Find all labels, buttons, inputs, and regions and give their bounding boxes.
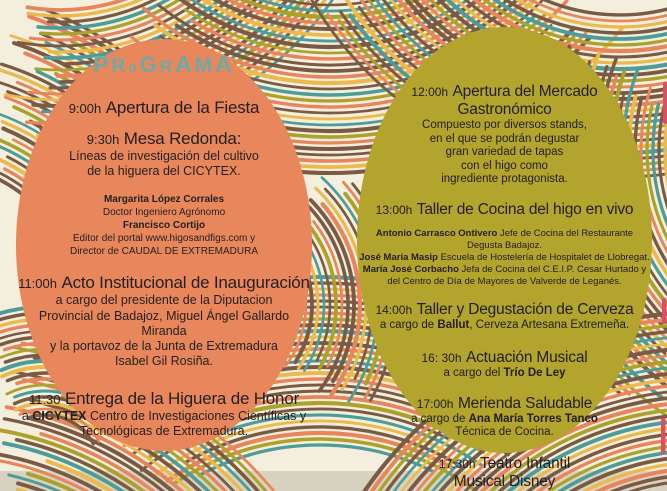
event-heading [357, 201, 652, 219]
event-time: 9:30h [87, 132, 120, 147]
speaker-line [357, 264, 652, 276]
event-time: 14:00h [375, 303, 412, 317]
speaker-line [357, 252, 652, 264]
speaker-name: Francisco Cortijo [16, 219, 312, 232]
speaker-role: Jefe de Cocina del Restaurante Degusta Badajoz. [467, 228, 633, 251]
speaker-role: Doctor Ingeniero Agrónomo [16, 206, 312, 219]
speaker-line: del Centro de Día de Mayores de Valverde de Leganés. [357, 276, 652, 288]
event-opening [16, 98, 312, 118]
background-red-stripe [663, 82, 667, 124]
highlighted-name: Ballut [437, 319, 469, 331]
title-letter: G [140, 53, 160, 77]
background-red-stripe [662, 298, 667, 324]
round-table-speakers [16, 193, 312, 259]
event-beer-tasting [357, 301, 652, 333]
event-detail [357, 367, 652, 381]
speaker-role: Director de CAUDAL DE EXTREMADURA [16, 245, 312, 258]
event-title: Teatro Infantil [480, 455, 570, 472]
event-title: Acto Institucional de Inauguración [61, 273, 309, 292]
event-title: Apertura de la Fiesta [106, 98, 260, 117]
event-heading [16, 129, 312, 149]
event-heading [16, 273, 312, 293]
speaker-name: María José Corbacho [363, 264, 459, 275]
speaker-role: Jefa de Cocina del C.E.I.P. Cesar Hurtado y [459, 264, 646, 275]
event-cooking-workshop [357, 201, 652, 219]
title-letter: A [175, 52, 195, 76]
speaker-name: Margarita López Corrales [16, 193, 312, 206]
detail-text: , Cerveza Artesana Extremeña. [469, 319, 629, 331]
title-letter: M [195, 54, 216, 78]
event-detail [357, 319, 652, 333]
event-children-theatre [357, 455, 652, 491]
event-time: 16: 30h [421, 351, 461, 365]
event-title: Mesa Redonda: [124, 129, 241, 148]
speaker-role: Editor del portal www.higosandfigs.com y [16, 232, 312, 245]
event-institutional-act [16, 273, 312, 369]
cooking-chefs [357, 228, 652, 289]
event-title: Apertura del Mercado [453, 83, 598, 100]
detail-text: a cargo de [380, 319, 438, 331]
event-heading [357, 455, 652, 473]
event-title: Gastronómico [357, 101, 652, 119]
event-heading [357, 83, 652, 101]
event-healthy-snack [357, 395, 652, 440]
speaker-line [357, 228, 652, 252]
event-market [357, 83, 652, 187]
event-detail: en el que se podrán degustar [357, 133, 652, 147]
speaker-role: Escuela de Hostelería de Hospitalet de Llobregat. [438, 252, 650, 263]
detail-text: a cargo de [411, 413, 469, 425]
highlighted-name: Trío De Ley [504, 367, 566, 379]
event-detail: Técnica de Cocina. [357, 426, 652, 440]
speaker-name: José María Masip [359, 252, 438, 263]
event-time: 11:30 [29, 392, 61, 407]
event-round-table [16, 129, 312, 180]
event-detail: a cargo del presidente de la Diputacion [16, 293, 312, 308]
highlighted-name: Ana María Torres Tanco [469, 413, 598, 425]
event-time: 11:00h [18, 276, 57, 291]
event-heading [16, 389, 312, 409]
event-time: 17:00h [417, 397, 454, 411]
title-letter: P [93, 52, 111, 76]
event-detail [16, 409, 312, 424]
event-detail: gran variedad de tapas [357, 146, 652, 160]
event-detail: Isabel Gil Rosiña. [16, 354, 312, 369]
event-title: Taller de Cocina del higo en vivo [417, 201, 634, 218]
event-title: Musical Disney [357, 473, 652, 491]
event-title: Merienda Saludable [458, 395, 592, 412]
event-detail: Compuesto por diversos stands, [357, 119, 652, 133]
event-musical-performance [357, 349, 652, 381]
event-detail: de la higuera del CICYTEX. [16, 164, 312, 179]
event-detail [357, 413, 652, 427]
title-letter: o [128, 55, 140, 79]
detail-text: a [22, 409, 32, 423]
morning-program-panel [16, 39, 312, 451]
event-detail: Provincial de Badajoz, Miguel Ángel Gallardo Miranda [16, 309, 312, 340]
event-detail: con el higo como [357, 160, 652, 174]
highlighted-name: CICYTEX [32, 409, 86, 423]
title-letter: R [160, 55, 175, 79]
event-time: 17:30h [439, 457, 476, 471]
event-time: 12:00h [411, 85, 448, 99]
event-fig-tree-honor [16, 389, 312, 440]
event-time: 9:00h [69, 101, 102, 116]
page-title [93, 52, 235, 78]
title-letter: R [111, 55, 128, 79]
event-detail: y la portavoz de la Junta de Extremadura [16, 339, 312, 354]
event-detail: Tecnológicas de Extremadura. [16, 424, 312, 439]
event-time: 13:00h [376, 203, 413, 217]
detail-text: a cargo del [443, 367, 503, 379]
event-title: Actuación Musical [466, 349, 588, 366]
event-heading [357, 349, 652, 367]
background-red-stripe [661, 418, 666, 454]
event-heading [357, 395, 652, 413]
event-detail: ingrediente protagonista. [357, 173, 652, 187]
speaker-name: Antonio Carrasco Ontivero [376, 228, 497, 239]
title-letter: A [215, 52, 235, 76]
event-heading [357, 301, 652, 319]
afternoon-program-panel [357, 27, 652, 453]
event-detail: Líneas de investigación del cultivo [16, 149, 312, 164]
detail-text: Centro de Investigaciones Científicas y [87, 409, 307, 423]
event-title: Taller y Degustación de Cerveza [417, 301, 634, 318]
event-title: Entrega de la Higuera de Honor [65, 389, 299, 408]
